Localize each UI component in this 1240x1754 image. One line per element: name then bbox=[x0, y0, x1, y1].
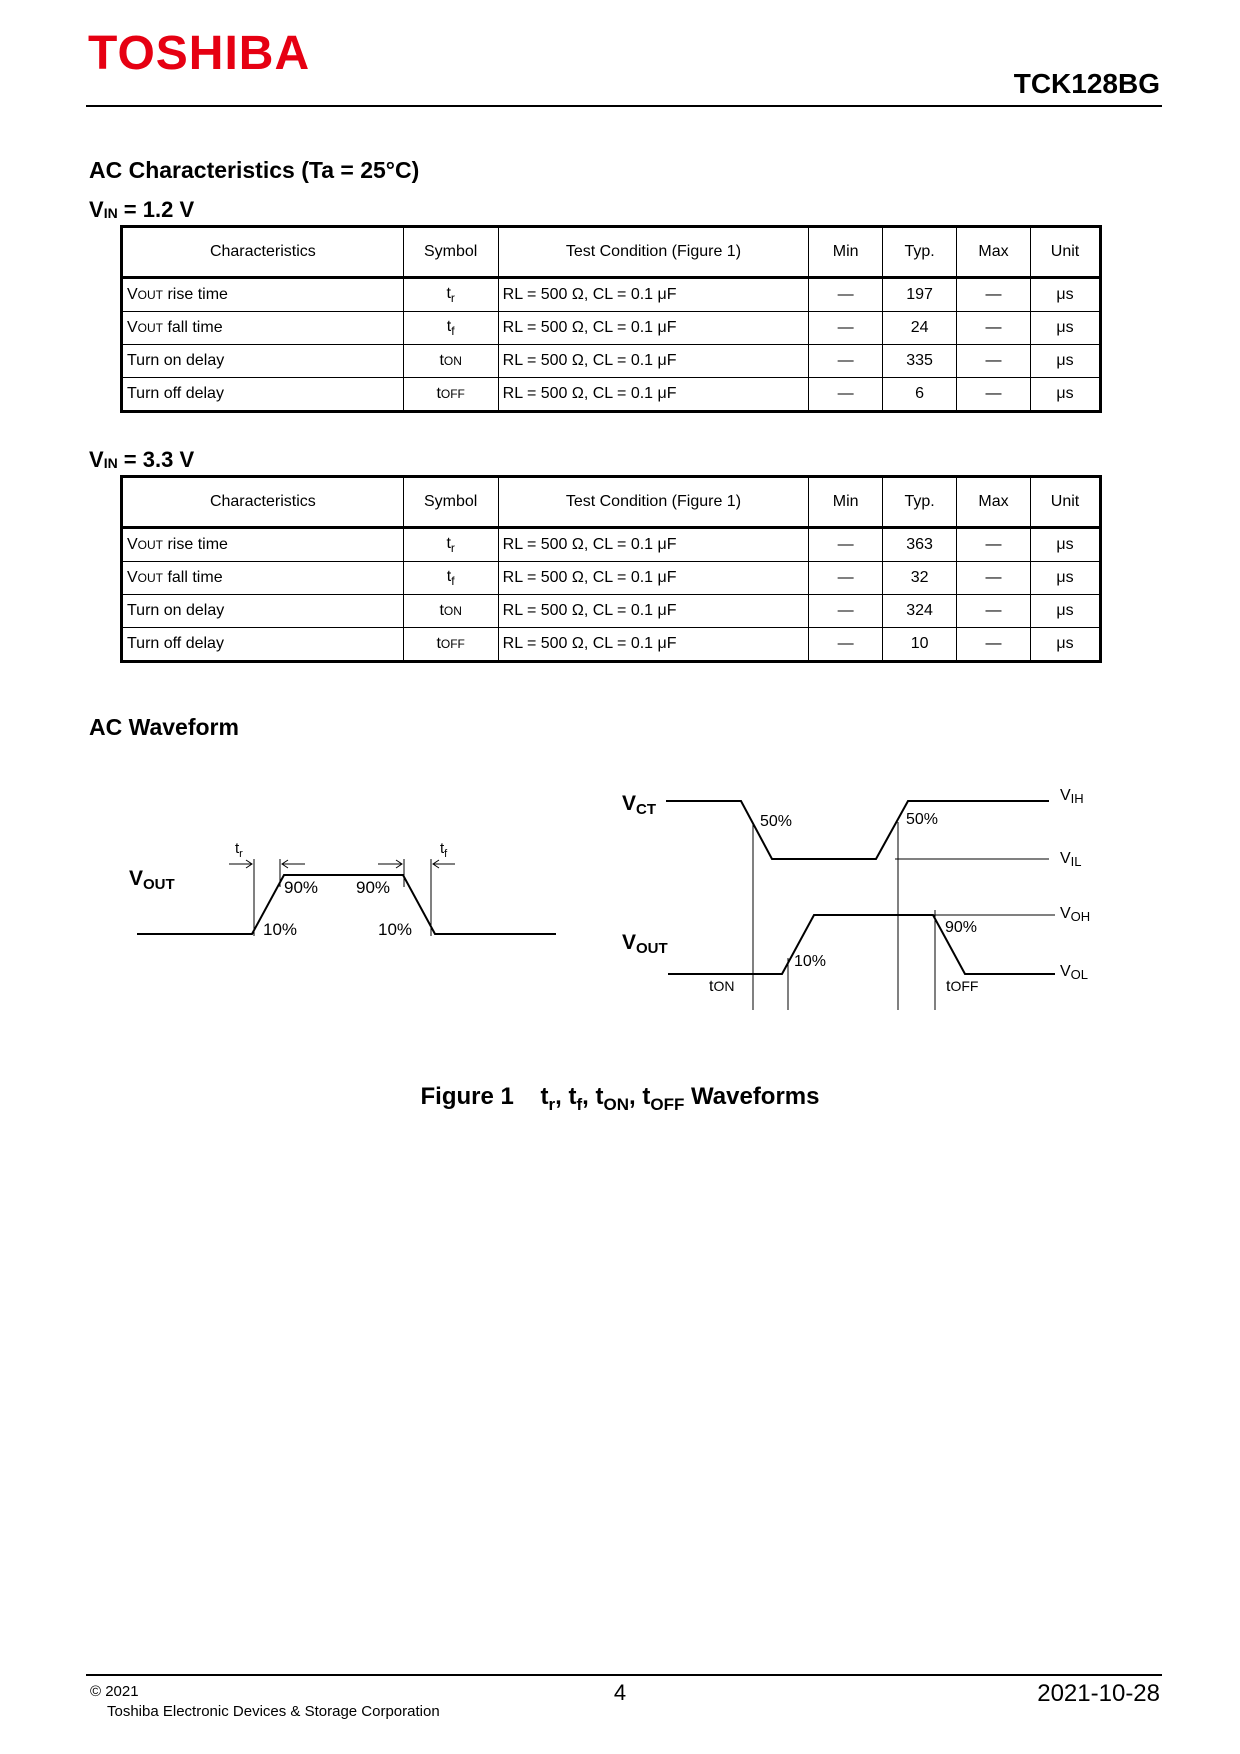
ton-label: tON bbox=[709, 978, 735, 995]
header-rule bbox=[86, 105, 1162, 107]
cell-unit: μs bbox=[1031, 312, 1101, 345]
cell-characteristic: VOUT fall time bbox=[122, 562, 404, 595]
cell-typ: 363 bbox=[883, 528, 957, 562]
cell-condition: RL = 500 Ω, CL = 0.1 μF bbox=[498, 595, 809, 628]
cell-max: — bbox=[957, 345, 1031, 378]
cell-min: — bbox=[809, 312, 883, 345]
voh-label: VOH bbox=[1060, 905, 1091, 924]
cell-min: — bbox=[809, 528, 883, 562]
cell-symbol: tON bbox=[403, 595, 498, 628]
cell-unit: μs bbox=[1031, 628, 1101, 662]
cell-condition: RL = 500 Ω, CL = 0.1 μF bbox=[498, 345, 809, 378]
cell-symbol: tON bbox=[403, 345, 498, 378]
col-symbol: Symbol bbox=[403, 477, 498, 528]
cell-min: — bbox=[809, 562, 883, 595]
cell-max: — bbox=[957, 278, 1031, 312]
pct10-left: 10% bbox=[263, 920, 298, 939]
vol-label: VOL bbox=[1060, 963, 1089, 982]
table-row bbox=[122, 378, 1101, 412]
col-characteristics: Characteristics bbox=[122, 227, 404, 278]
cell-symbol: $t_r$ bbox=[403, 528, 498, 562]
vct-trace bbox=[666, 801, 1049, 859]
cell-min: — bbox=[809, 278, 883, 312]
vout-label-left: VOUT bbox=[129, 867, 175, 893]
page-number: 4 bbox=[613, 1680, 627, 1705]
cell-min: — bbox=[809, 378, 883, 412]
col-typ: Typ. bbox=[883, 227, 957, 278]
left-waveform bbox=[137, 859, 556, 936]
col-characteristics: Characteristics bbox=[122, 477, 404, 528]
cell-symbol: $t_f$ bbox=[403, 562, 498, 595]
tf-label: $t_f$ bbox=[440, 840, 448, 860]
pct50-right: 50% bbox=[906, 811, 939, 828]
pct90-right-wave: 90% bbox=[945, 919, 978, 936]
cell-max: — bbox=[957, 628, 1031, 662]
table-row bbox=[122, 278, 1101, 312]
footer-rule bbox=[86, 1674, 1162, 1676]
cell-max: — bbox=[957, 312, 1031, 345]
cell-condition: RL = 500 Ω, CL = 0.1 μF bbox=[498, 528, 809, 562]
cell-typ: 324 bbox=[883, 595, 957, 628]
col-test-condition: Test Condition (Figure 1) bbox=[498, 477, 809, 528]
vil-label: VIL bbox=[1060, 850, 1082, 869]
pct10-right: 10% bbox=[378, 920, 413, 939]
table-row bbox=[122, 562, 1101, 595]
pct50-left: 50% bbox=[760, 813, 793, 830]
tr-label: $t_r$ bbox=[235, 840, 243, 860]
cell-max: — bbox=[957, 528, 1031, 562]
cell-symbol: $t_f$ bbox=[403, 312, 498, 345]
company-name: Toshiba Electronic Devices & Storage Corporation bbox=[107, 1703, 440, 1720]
cell-typ: 32 bbox=[883, 562, 957, 595]
cell-typ: 10 bbox=[883, 628, 957, 662]
spec-table-2 bbox=[120, 475, 1102, 663]
table-row bbox=[122, 628, 1101, 662]
vout-trace-left bbox=[137, 875, 556, 934]
pct10-right-wave: 10% bbox=[794, 953, 827, 970]
cell-typ: 197 bbox=[883, 278, 957, 312]
cell-characteristic: Turn off delay bbox=[122, 378, 404, 412]
waveform-title: AC Waveform bbox=[89, 714, 239, 740]
waveform-diagram bbox=[0, 760, 1240, 1050]
vout-label-right: VOUT bbox=[622, 931, 668, 957]
cell-condition: RL = 500 Ω, CL = 0.1 μF bbox=[498, 378, 809, 412]
col-unit: Unit bbox=[1031, 227, 1101, 278]
cell-characteristic: VOUT fall time bbox=[122, 312, 404, 345]
table-row bbox=[122, 345, 1101, 378]
cell-max: — bbox=[957, 562, 1031, 595]
pct90-right: 90% bbox=[356, 878, 391, 897]
cell-unit: μs bbox=[1031, 562, 1101, 595]
col-min: Min bbox=[809, 477, 883, 528]
figure-caption: Figure 1 $t_r$, $t_f$, $t_{ON}$, $t_{OFF}$ Waveforms bbox=[420, 1083, 820, 1114]
toshiba-logo: TOSHIBA bbox=[88, 27, 311, 80]
col-symbol: Symbol bbox=[403, 227, 498, 278]
vih-label: VIH bbox=[1060, 787, 1084, 806]
vct-label: VCT bbox=[622, 792, 657, 818]
cell-min: — bbox=[809, 595, 883, 628]
cell-condition: RL = 500 Ω, CL = 0.1 μF bbox=[498, 562, 809, 595]
vout-trace-right bbox=[668, 915, 1055, 974]
cell-unit: μs bbox=[1031, 378, 1101, 412]
table-row bbox=[122, 312, 1101, 345]
vin-label-2: $V_{IN} = 3.3$ V bbox=[89, 447, 195, 472]
table-header-row bbox=[122, 477, 1101, 528]
cell-characteristic: Turn off delay bbox=[122, 628, 404, 662]
col-min: Min bbox=[809, 227, 883, 278]
cell-unit: μs bbox=[1031, 278, 1101, 312]
table-row bbox=[122, 595, 1101, 628]
cell-typ: 6 bbox=[883, 378, 957, 412]
spec-table-1 bbox=[120, 225, 1102, 413]
cell-characteristic: Turn on delay bbox=[122, 595, 404, 628]
cell-symbol: tOFF bbox=[403, 378, 498, 412]
cell-unit: μs bbox=[1031, 528, 1101, 562]
cell-unit: μs bbox=[1031, 345, 1101, 378]
cell-characteristic: VOUT rise time bbox=[122, 278, 404, 312]
col-typ: Typ. bbox=[883, 477, 957, 528]
cell-characteristic: VOUT rise time bbox=[122, 528, 404, 562]
section-title: AC Characteristics (Ta = 25°C) bbox=[89, 157, 420, 183]
cell-typ: 335 bbox=[883, 345, 957, 378]
pct90-left: 90% bbox=[284, 878, 319, 897]
cell-min: — bbox=[809, 345, 883, 378]
cell-unit: μs bbox=[1031, 595, 1101, 628]
col-max: Max bbox=[957, 477, 1031, 528]
col-test-condition: Test Condition (Figure 1) bbox=[498, 227, 809, 278]
toff-label: tOFF bbox=[946, 978, 979, 995]
cell-max: — bbox=[957, 595, 1031, 628]
col-unit: Unit bbox=[1031, 477, 1101, 528]
vin-label-1: $V_{IN} = 1.2$ V bbox=[89, 197, 195, 222]
cell-symbol: tOFF bbox=[403, 628, 498, 662]
cell-condition: RL = 500 Ω, CL = 0.1 μF bbox=[498, 312, 809, 345]
col-max: Max bbox=[957, 227, 1031, 278]
part-number: TCK128BG bbox=[1013, 68, 1160, 99]
cell-condition: RL = 500 Ω, CL = 0.1 μF bbox=[498, 628, 809, 662]
table-header-row bbox=[122, 227, 1101, 278]
cell-condition: RL = 500 Ω, CL = 0.1 μF bbox=[498, 278, 809, 312]
doc-date: 2021-10-28 bbox=[1037, 1680, 1160, 1707]
table-row bbox=[122, 528, 1101, 562]
cell-max: — bbox=[957, 378, 1031, 412]
footer-left bbox=[90, 1682, 440, 1722]
cell-min: — bbox=[809, 628, 883, 662]
cell-typ: 24 bbox=[883, 312, 957, 345]
cell-characteristic: Turn on delay bbox=[122, 345, 404, 378]
copyright: © 2021 bbox=[90, 1683, 139, 1700]
cell-symbol: $t_r$ bbox=[403, 278, 498, 312]
